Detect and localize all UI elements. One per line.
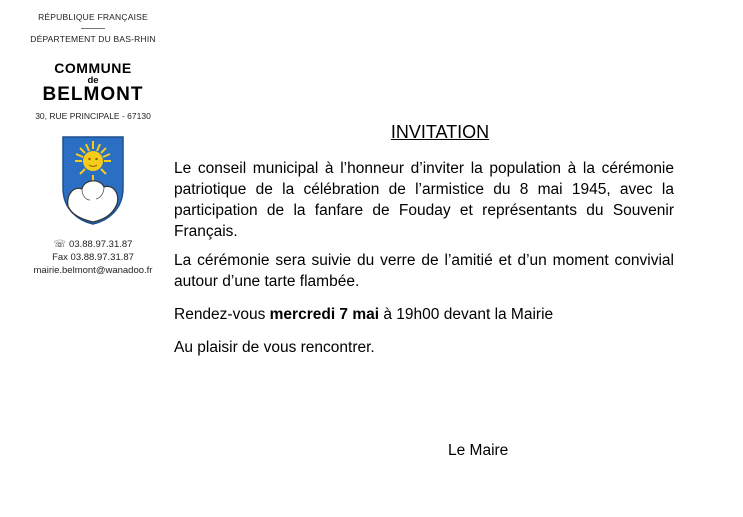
email-address[interactable]: mairie.belmont@wanadoo.fr bbox=[33, 265, 153, 276]
invitation-title: INVITATION bbox=[390, 122, 490, 142]
town-address: 30, RUE PRINCIPALE - 67130 bbox=[35, 111, 151, 121]
rendezvous-suffix: à 19h00 devant la Mairie bbox=[379, 306, 554, 323]
de-label: de bbox=[87, 75, 99, 86]
fax-number: Fax 03.88.97.31.87 bbox=[52, 252, 134, 263]
rendezvous-date: mercredi 7 mai bbox=[269, 306, 380, 323]
letterhead bbox=[20, 12, 166, 277]
town-name: BELMONT bbox=[42, 84, 144, 105]
phone-line bbox=[20, 238, 166, 251]
coat-of-arms-icon bbox=[60, 134, 126, 226]
paragraph-ceremony: Le conseil municipal à l’honneur d’inviter la population à la cérémonie patriotique de la célébration de l’armistice du 8 mai 1945, avec la participation de la fanfare de Fouday et représentants du Souvenir Français. bbox=[174, 160, 674, 240]
phone-icon: ☏ bbox=[53, 239, 67, 250]
commune-label: COMMUNE bbox=[54, 60, 132, 76]
paragraph-rendezvous bbox=[174, 304, 674, 325]
letter-body bbox=[174, 120, 674, 366]
closing-line: Au plaisir de vous rencontrer. bbox=[174, 339, 375, 356]
department-label: DÉPARTEMENT DU BAS-RHIN bbox=[30, 34, 156, 44]
paragraph-reception: La cérémonie sera suivie du verre de l’amitié et d’un moment convivial autour d’une tarte flambée. bbox=[174, 252, 674, 290]
signature: Le Maire bbox=[448, 442, 509, 459]
contact-block bbox=[20, 238, 166, 277]
phone-number: 03.88.97.31.87 bbox=[69, 239, 133, 250]
republic-label: RÉPUBLIQUE FRANÇAISE bbox=[38, 12, 148, 22]
rendezvous-prefix: Rendez-vous bbox=[174, 306, 270, 323]
divider bbox=[81, 28, 105, 29]
